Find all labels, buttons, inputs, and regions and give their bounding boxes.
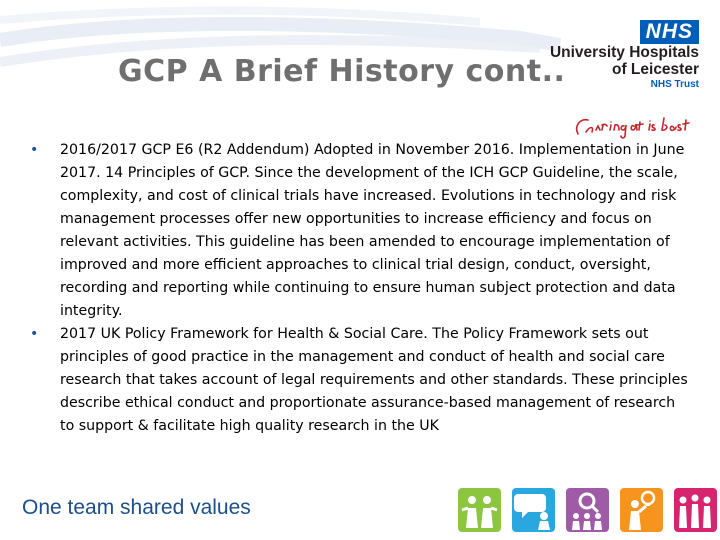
magnifier-group-icon xyxy=(566,488,609,532)
caring-strapline-signature xyxy=(572,112,702,142)
nhs-trust-logo xyxy=(549,20,699,91)
bullet-list xyxy=(30,139,690,438)
logo-line-2: of Leicester xyxy=(611,61,699,78)
list-item xyxy=(30,323,690,438)
speech-bubble-person-icon xyxy=(512,488,555,532)
bullet-text: 2017 UK Policy Framework for Health & Social Care. The Policy Framework sets out principles of good practice in the management and conduct of health and social care research that takes account of legal requirements and other standards. These principles describe ethical conduct and proportionate assurance-based management of research to support & facilitate high quality research in the UK xyxy=(60,326,688,434)
logo-line-1: University Hospitals xyxy=(549,44,699,61)
bullet-marker: • xyxy=(30,142,39,158)
footer-slogan: One team shared values xyxy=(22,496,251,519)
lightbulb-person-icon xyxy=(620,488,663,532)
family-group-icon xyxy=(674,488,717,532)
slide-title: GCP A Brief History cont.. xyxy=(118,54,566,89)
team-people-icon xyxy=(458,488,501,532)
nhs-badge: NHS xyxy=(640,20,699,44)
bullet-marker: • xyxy=(30,326,39,342)
list-item xyxy=(30,139,690,323)
logo-trust-label: NHS Trust xyxy=(650,79,699,90)
bullet-text: 2016/2017 GCP E6 (R2 Addendum) Adopted in November 2016. Implementation in June 2017. 14 Principles of GCP. Since the development of the ICH GCP Guideline, the scale, complexity, and cost of clinical trials have increased. Evolutions in technology and risk management processes offer new opportunities to increase efficiency and focus on relevant activities. This guideline has been amended to encourage implementation of improved and more efficient approaches to clinical trial design, conduct, oversight, recording and reporting while continuing to ensure human subject protection and data integrity. xyxy=(60,142,685,319)
values-icon-strip xyxy=(458,488,717,532)
